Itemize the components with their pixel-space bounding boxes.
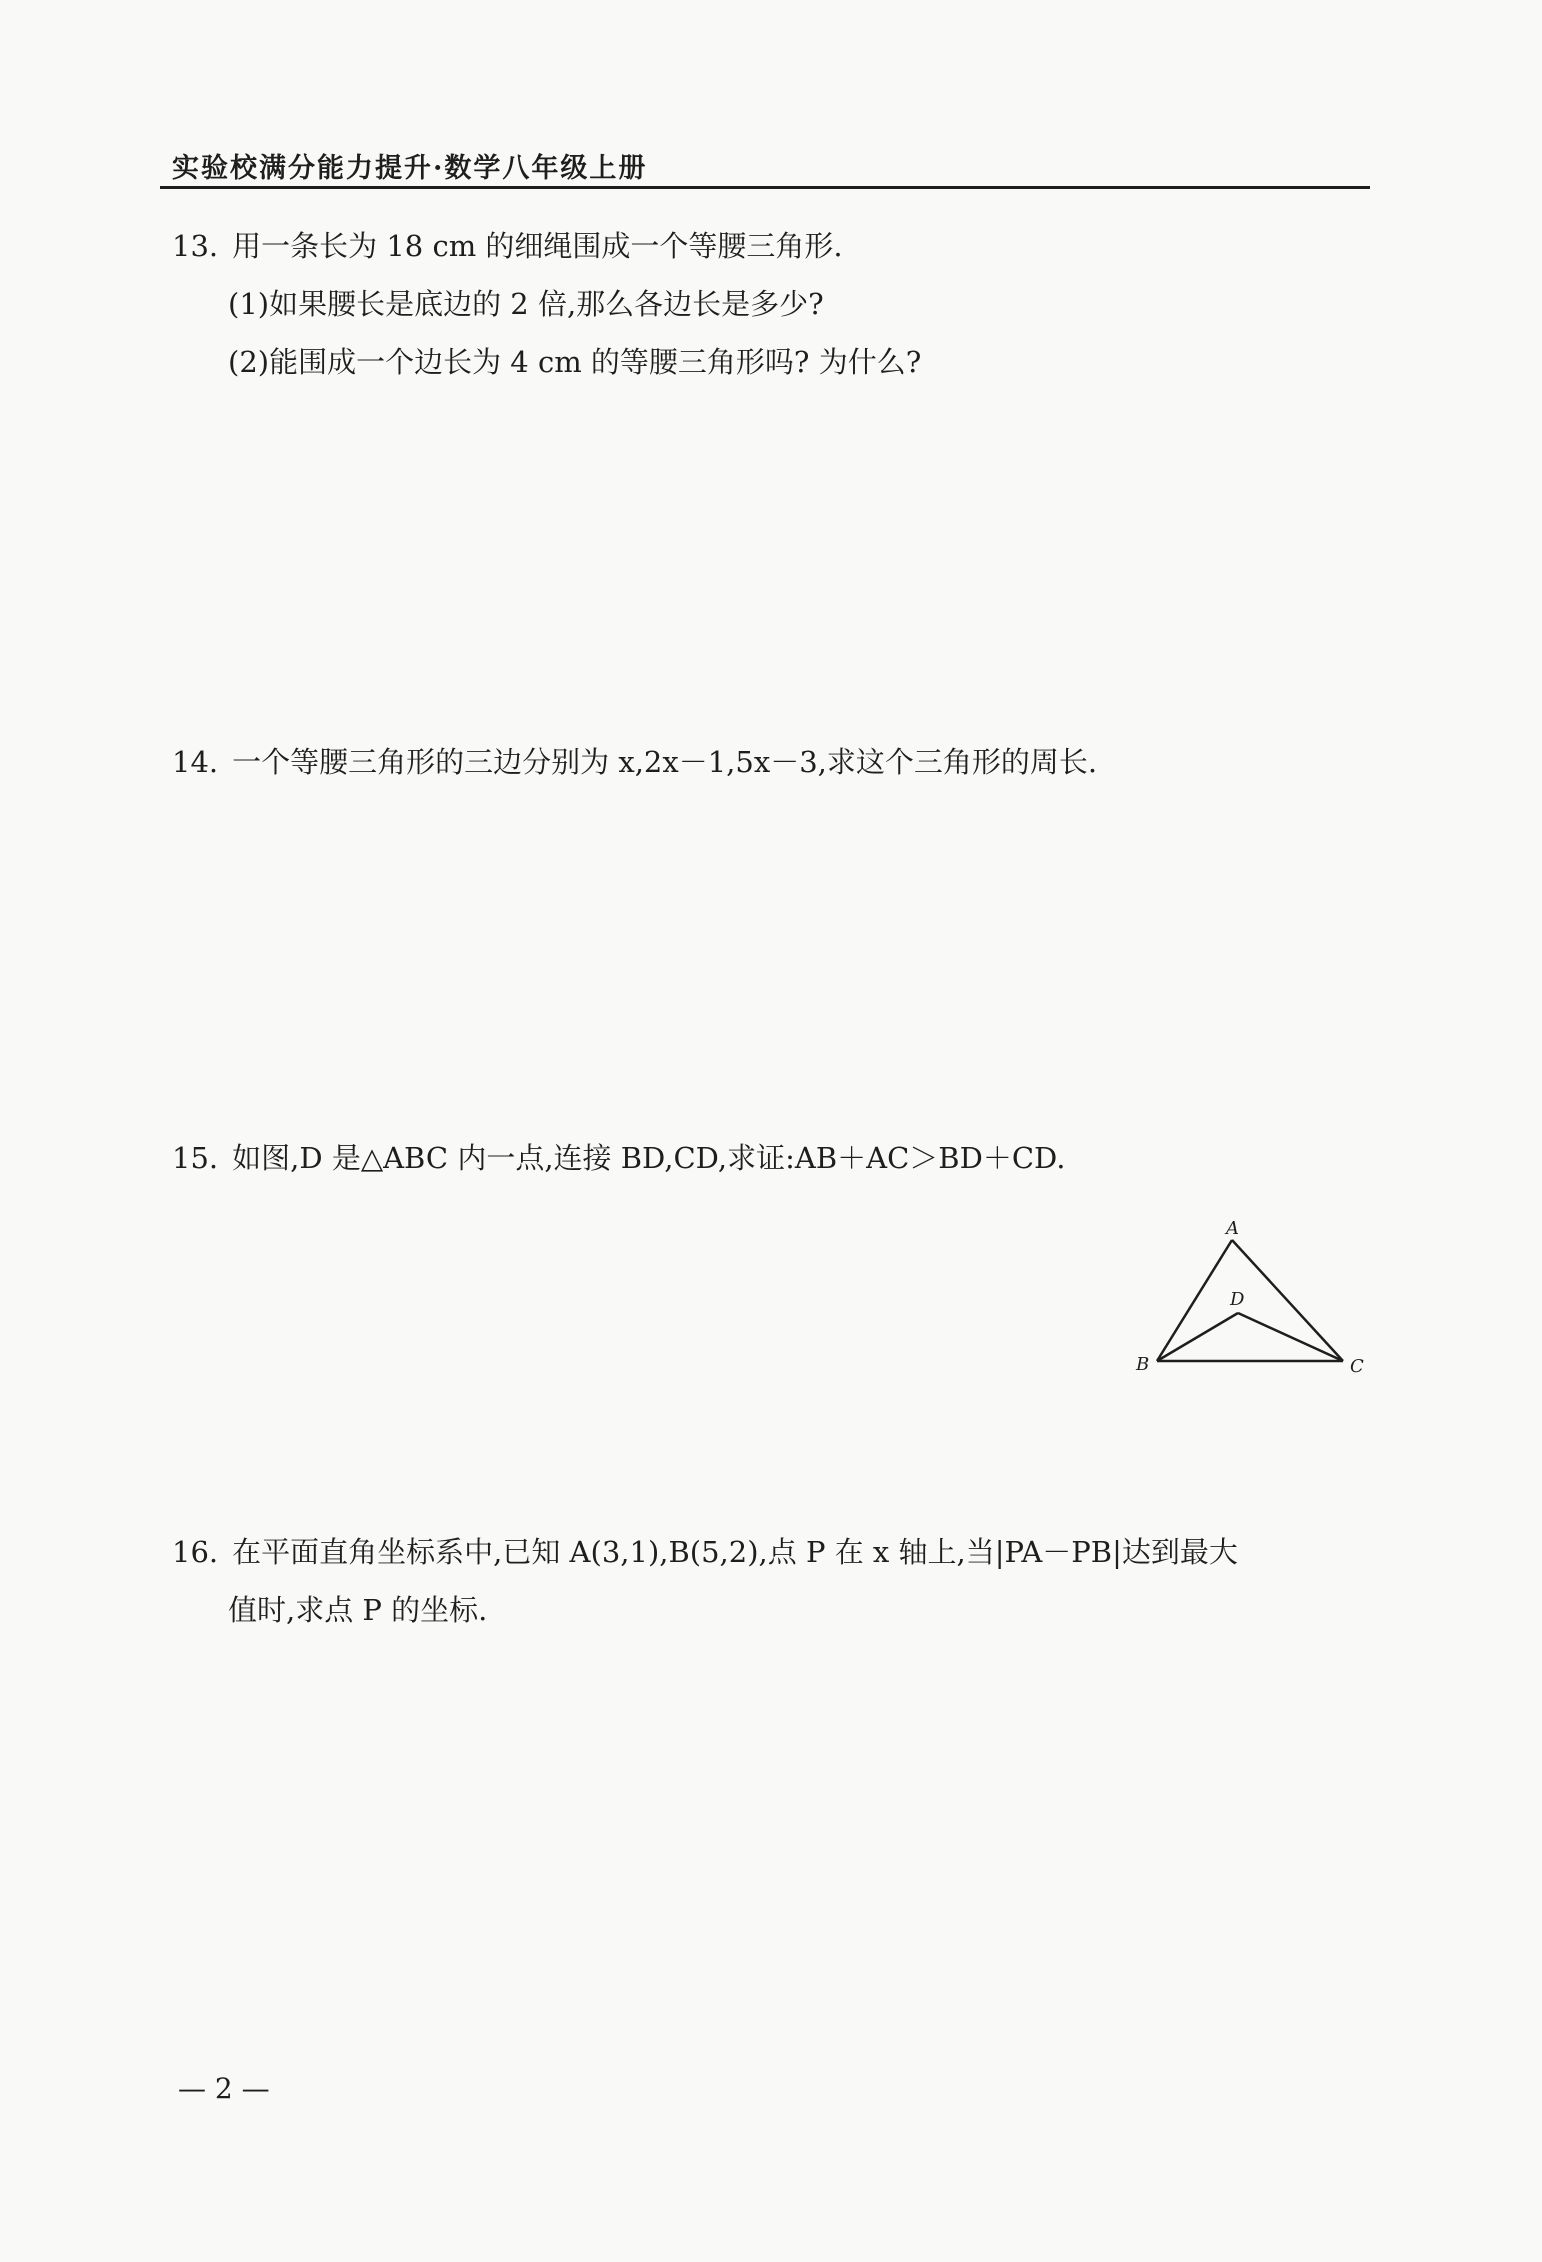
vertex-label-d: D xyxy=(1230,1289,1245,1310)
question-15-line-1 xyxy=(172,1141,1066,1175)
segment-ab xyxy=(1157,1240,1232,1361)
triangle-figure xyxy=(1130,1210,1390,1394)
question-14-text: 一个等腰三角形的三边分别为 x,2x－1,5x－3,求这个三角形的周长. xyxy=(232,745,1098,779)
triangle-diagram xyxy=(1130,1210,1390,1390)
segment-bd xyxy=(1157,1313,1238,1361)
question-13-number: 13. xyxy=(172,229,219,263)
header-rule xyxy=(160,186,1370,189)
vertex-label-a: A xyxy=(1226,1218,1239,1239)
vertex-label-c: C xyxy=(1350,1356,1364,1377)
question-13-line-1 xyxy=(172,229,843,263)
question-13-part-1: (1)如果腰长是底边的 2 倍,那么各边长是多少? xyxy=(228,287,824,321)
question-13-text: 用一条长为 18 cm 的细绳围成一个等腰三角形. xyxy=(232,229,843,263)
page-header-title: 实验校满分能力提升·数学八年级上册 xyxy=(172,153,648,184)
question-13-part-2: (2)能围成一个边长为 4 cm 的等腰三角形吗? 为什么? xyxy=(228,345,922,379)
question-14-number: 14. xyxy=(172,745,219,779)
vertex-label-b: B xyxy=(1136,1354,1150,1375)
question-15-text: 如图,D 是△ABC 内一点,连接 BD,CD,求证:AB＋AC＞BD＋CD. xyxy=(232,1141,1066,1175)
question-16-line-2: 值时,求点 P 的坐标. xyxy=(228,1593,488,1627)
segment-cd xyxy=(1238,1313,1343,1361)
question-14-line-1 xyxy=(172,745,1098,779)
question-16-text: 在平面直角坐标系中,已知 A(3,1),B(5,2),点 P 在 x 轴上,当|PA－PB|达到最大 xyxy=(232,1535,1238,1569)
question-16-line-1 xyxy=(172,1535,1238,1569)
segment-ac xyxy=(1232,1240,1343,1361)
page-number: — 2 — xyxy=(178,2072,270,2105)
question-15-number: 15. xyxy=(172,1141,219,1175)
question-16-number: 16. xyxy=(172,1535,219,1569)
